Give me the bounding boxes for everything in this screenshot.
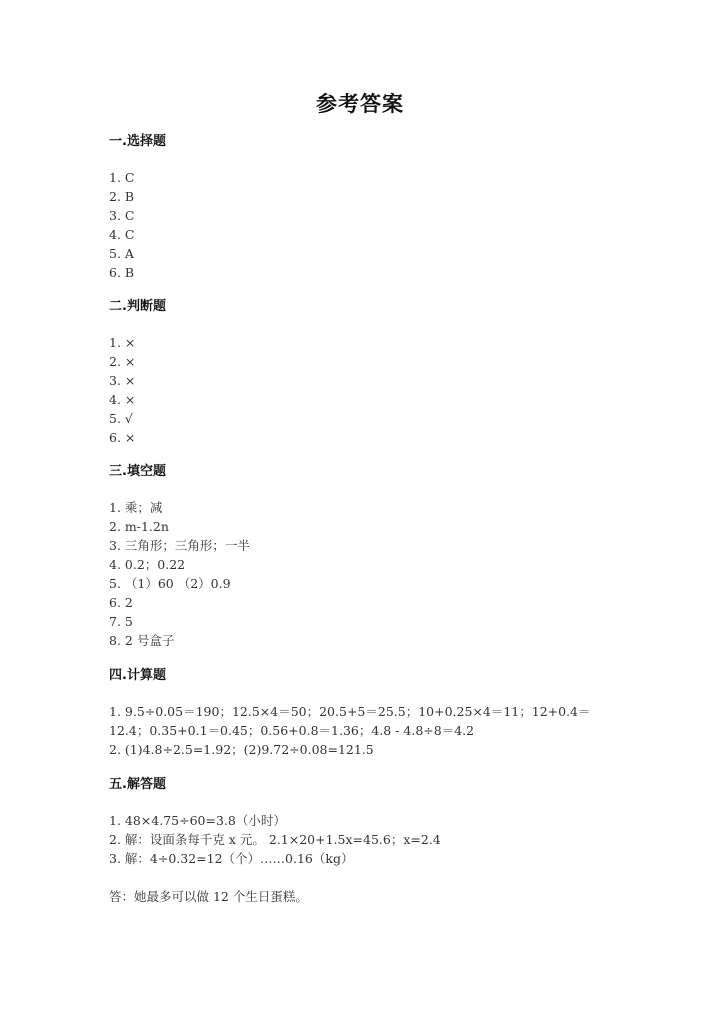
answer-list	[109, 498, 629, 650]
answer-item: 1. 9.5÷0.05＝190；12.5×4＝50；20.5+5＝25.5；10+0.25×4＝11；12+0.4＝	[109, 704, 591, 719]
answer-item: 6. ×	[109, 430, 136, 445]
answer-item: 2. B	[109, 189, 135, 204]
answer-item: 1. C	[109, 170, 135, 185]
answer-item: 3. 三角形；三角形；一半	[109, 538, 250, 553]
answer-item: 1. 乘；减	[109, 500, 163, 515]
answer-list	[109, 168, 629, 282]
final-answer-note: 答：她最多可以做 12 个生日蛋糕。	[109, 889, 308, 904]
answer-item: 5. （1）60 （2）0.9	[109, 576, 231, 591]
answer-item: 12.4；0.35+0.1＝0.45；0.56+0.8＝1.36；4.8 - 4.8÷8＝4.2	[109, 723, 475, 738]
answer-item: 4. C	[109, 227, 135, 242]
section-heading: 二.判断题	[109, 299, 166, 314]
section-calculation	[109, 666, 629, 759]
answer-item: 2. ×	[109, 354, 136, 369]
section-fill-in-blank	[109, 462, 629, 650]
answer-item: 3. ×	[109, 373, 136, 388]
answer-item: 1. ×	[109, 335, 136, 350]
page-title: 参考答案	[316, 92, 404, 116]
section-heading: 四.计算题	[109, 668, 166, 683]
section-heading: 一.选择题	[109, 134, 166, 149]
answer-item: 2. m-1.2n	[109, 519, 169, 534]
section-heading: 五.解答题	[109, 777, 166, 792]
answer-item: 7. 5	[109, 614, 133, 629]
answer-item: 6. 2	[109, 595, 133, 610]
section-word-problems	[109, 775, 629, 906]
answer-item: 4. 0.2；0.22	[109, 557, 186, 572]
answer-list	[109, 702, 629, 759]
answer-item: 1. 48×4.75÷60=3.8（小时）	[109, 813, 286, 828]
answer-item: 4. ×	[109, 392, 136, 407]
answer-item: 8. 2 号盒子	[109, 633, 175, 648]
answer-item: 3. 解：4÷0.32=12（个）……0.16（kg）	[109, 851, 354, 866]
answer-item: 5. A	[109, 246, 134, 261]
answer-item: 5. √	[109, 411, 133, 426]
section-heading: 三.填空题	[109, 464, 166, 479]
answer-item: 2. 解：设面条每千克 x 元。 2.1×20+1.5x=45.6；x=2.4	[109, 832, 441, 847]
answer-item: 6. B	[109, 265, 135, 280]
answer-list	[109, 333, 629, 447]
section-true-false	[109, 297, 629, 447]
section-multiple-choice	[109, 132, 629, 282]
answer-item: 2. (1)4.8÷2.5=1.92；(2)9.72÷0.08=121.5	[109, 742, 374, 757]
answer-item: 3. C	[109, 208, 135, 223]
answer-list	[109, 811, 629, 868]
